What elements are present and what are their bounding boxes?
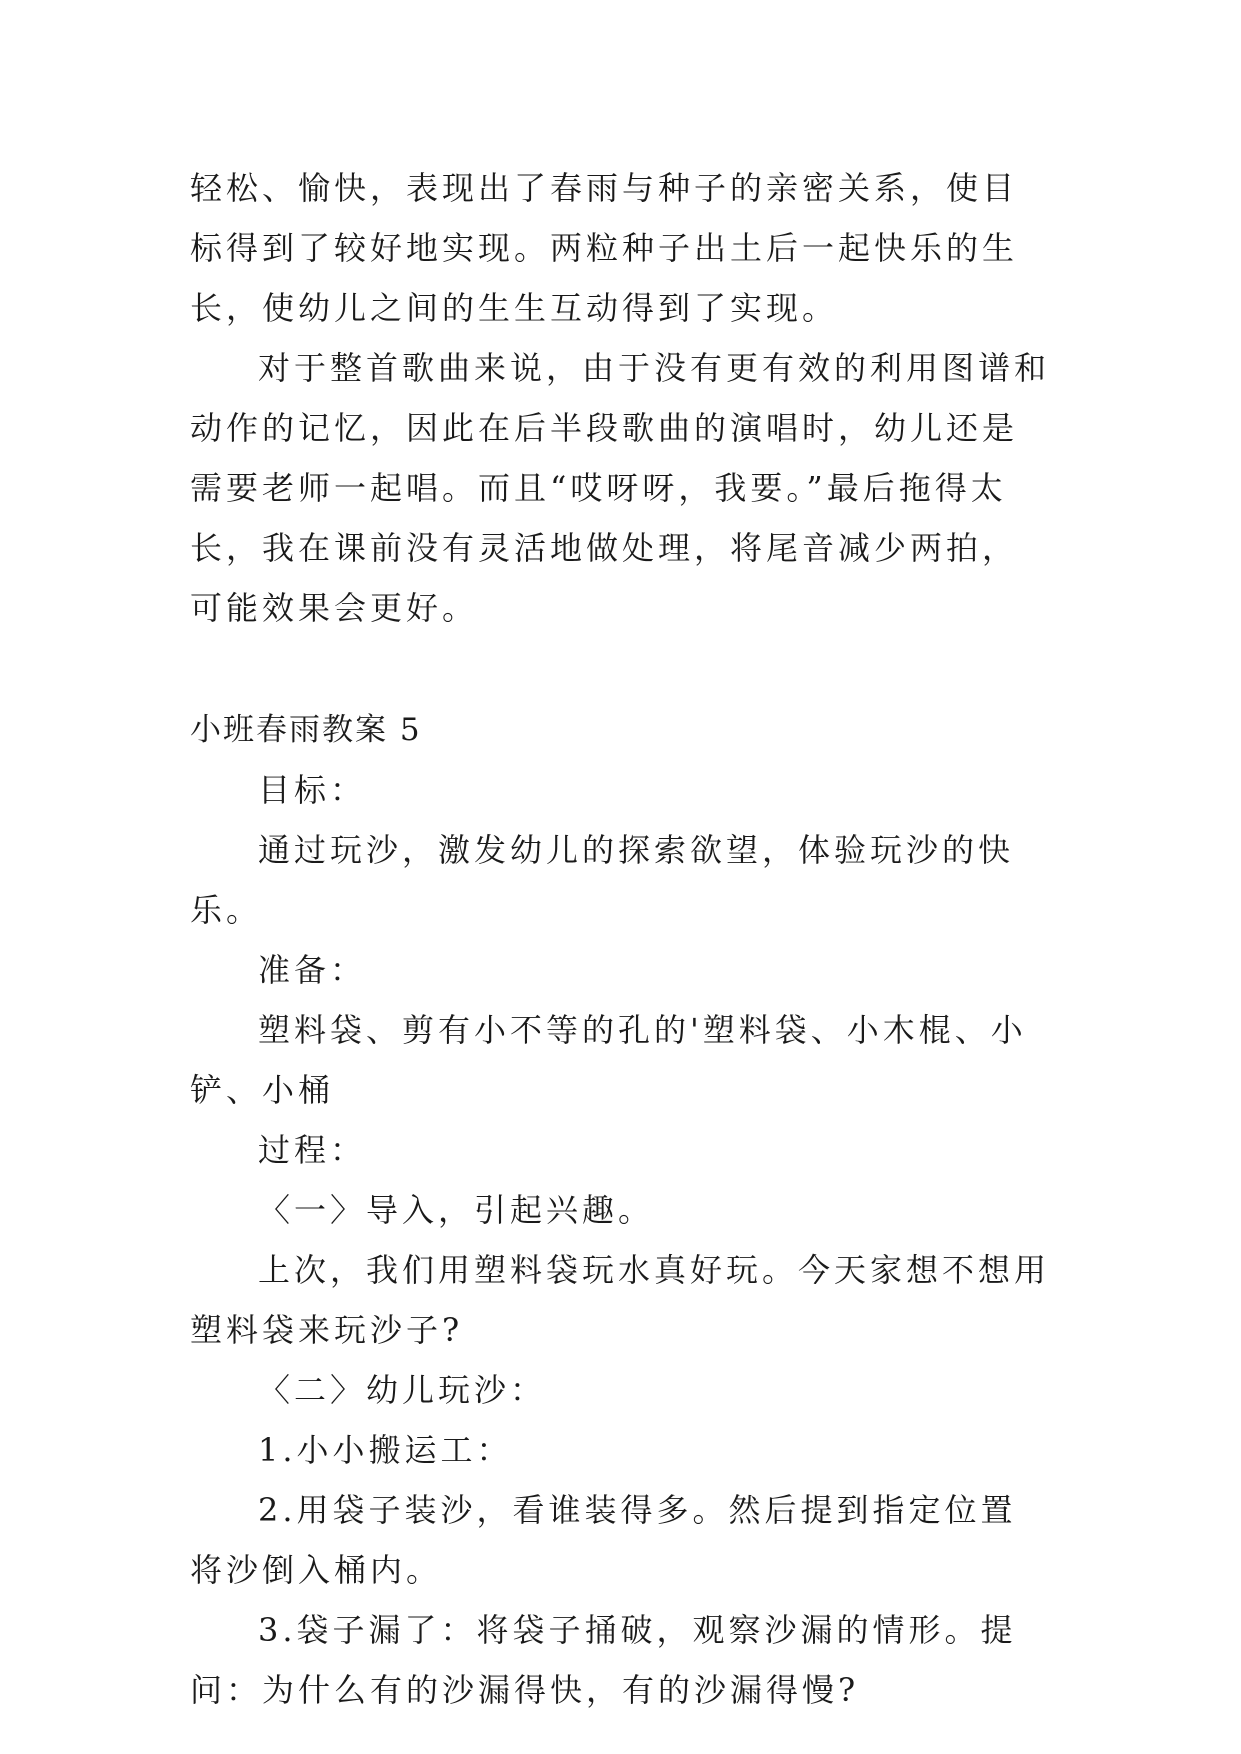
list-item-2: 2.用袋子装沙，看谁装得多。然后提到指定位置将沙倒入桶内。: [190, 1491, 1017, 1589]
section-spacer: [190, 638, 1050, 700]
step-one-heading: 〈一〉导入，引起兴趣。: [258, 1191, 655, 1229]
list-item-1: 1.小小搬运工：: [258, 1431, 513, 1469]
label-preparation: 准备：: [258, 951, 367, 989]
label-process: 过程：: [258, 1131, 367, 1169]
list-item-3: 3.袋子漏了：将袋子捅破，观察沙漏的情形。提问：为什么有的沙漏得快，有的沙漏得慢?: [190, 1611, 1017, 1709]
label-goal: 目标：: [258, 771, 367, 809]
document-body: [190, 158, 1050, 1720]
preparation-text: 塑料袋、剪有小不等的孔的'塑料袋、小木棍、小铲、小桶: [190, 1011, 1027, 1109]
paragraph-reflection: 对于整首歌曲来说，由于没有更有效的利用图谱和动作的记忆，因此在后半段歌曲的演唱时，幼儿还是需要老师一起唱。而且“哎呀呀，我要。”最后拖得太长，我在课前没有灵活地做处理，将尾音减少两拍，可能效果会更好。: [190, 349, 1051, 627]
section-title: 小班春雨教案 5: [190, 712, 422, 748]
step-one-text: 上次，我们用塑料袋玩水真好玩。今天家想不想用塑料袋来玩沙子?: [190, 1251, 1051, 1349]
step-two-heading: 〈二〉幼儿玩沙：: [258, 1371, 547, 1409]
paragraph-continuation: 轻松、愉快，表现出了春雨与种子的亲密关系，使目标得到了较好地实现。两粒种子出土后一起快乐的生长，使幼儿之间的生生互动得到了实现。: [190, 169, 1019, 327]
goal-text: 通过玩沙，激发幼儿的探索欲望，体验玩沙的快乐。: [190, 831, 1015, 929]
